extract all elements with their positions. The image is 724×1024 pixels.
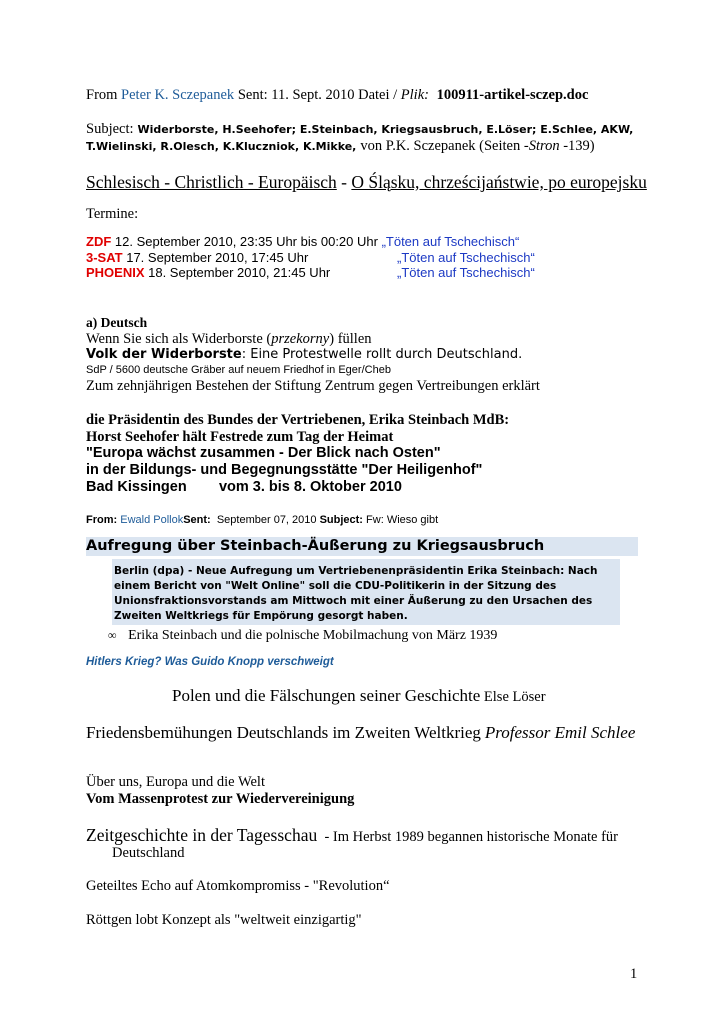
schedule-time: 17. September 2010, 17:45 Uhr [122, 250, 309, 265]
schedule-row-3sat [86, 250, 308, 265]
bullet-text: Erika Steinbach und die polnische Mobilmachung von März 1939 [128, 628, 498, 643]
ueber-line-1: Über uns, Europa und die Welt [86, 774, 265, 790]
frieden-line [86, 723, 635, 743]
sent-date: Sent: 11. Sept. 2010 Datei / [237, 87, 398, 103]
email-subject-value: Fw: Wieso gibt [362, 514, 439, 526]
bullet-line [108, 628, 497, 644]
polen-line [172, 686, 546, 706]
zeit-title: Zeitgeschichte in der Tagesschau [86, 825, 318, 845]
polen-author: Else Löser [480, 689, 546, 705]
program-title-link[interactable]: „Töten auf Tschechisch“ [397, 265, 535, 280]
title-german: Schlesisch - Christlich - Europäisch [86, 172, 337, 192]
frieden-title: Friedensbemühungen Deutschlands im Zweiten Weltkrieg [86, 723, 481, 742]
header-line [86, 87, 588, 104]
article-line-4: Zweiten Weltkriegs für Empörung gesorgt haben. [114, 610, 408, 622]
email-from-label: From: [86, 514, 118, 526]
plik-label: Plik: [400, 87, 429, 103]
author-name: Peter K. Sczepanek [121, 87, 235, 103]
subject-by: von P.K. Sczepanek (Seiten - [360, 138, 529, 154]
volk-headline [86, 347, 522, 362]
email-sent-value: September 07, 2010 [210, 514, 320, 526]
sdp-line: SdP / 5600 deutsche Gräber auf neuem Friedhof in Eger/Cheb [86, 364, 391, 376]
bdv-line-4: in der Bildungs- und Begegnungsstätte "Der Heiligenhof" [86, 462, 483, 478]
bdv-line-3: "Europa wächst zusammen - Der Blick nach Osten" [86, 445, 441, 461]
volk-rest: : Eine Protestwelle rollt durch Deutschland. [241, 347, 523, 362]
channel-zdf: ZDF [86, 234, 112, 249]
schedule-time: 18. September 2010, 21:45 Uhr [144, 265, 331, 280]
program-title-link[interactable]: „Töten auf Tschechisch“ [397, 250, 535, 265]
email-subject-label: Subject: [319, 514, 363, 526]
file-name: 100911-artikel-sczep.doc [436, 87, 589, 103]
zeit-rest: - Im Herbst 1989 begannen historische Monate für [317, 829, 619, 845]
email-sent-label: Sent: [183, 514, 211, 526]
zeit-line-2: Deutschland [112, 845, 185, 861]
zehn-line: Zum zehnjährigen Bestehen der Stiftung Zentrum gegen Vertreibungen erklärt [86, 378, 540, 394]
article-line-2: einem Bericht von "Welt Online" soll die CDU-Politikerin in der Sitzung des [114, 580, 557, 592]
page-title [86, 172, 647, 193]
subject-line-2 [86, 137, 595, 155]
ueber-line-2: Vom Massenprotest zur Wiedervereinigung [86, 791, 355, 807]
zeit-line-1 [86, 825, 618, 846]
subject-stron: Stron [528, 138, 560, 154]
polen-title: Polen und die Fälschungen seiner Geschichte [172, 686, 481, 705]
widerborste-text-end: ) füllen [329, 331, 372, 347]
bdv-line-1: die Präsidentin des Bundes der Vertriebenen, Erika Steinbach MdB: [86, 412, 510, 428]
widerborste-text: Wenn Sie sich als Widerborste ( [86, 331, 272, 347]
termine-label: Termine: [86, 206, 139, 222]
title-separator: - [336, 172, 352, 192]
schedule-time: 12. September 2010, 23:35 Uhr bis 00:20 Uhr [111, 234, 382, 249]
widerborste-polish: przekorny [271, 331, 330, 347]
title-polish: O Śląsku, chrześcijaństwie, po europejsku [351, 172, 647, 192]
article-line-1: Berlin (dpa) - Neue Aufregung um Vertriebenenpräsidentin Erika Steinbach: Nach [114, 565, 598, 577]
schedule-row-phoenix [86, 265, 330, 280]
from-label: From [86, 87, 118, 103]
article-line-3: Unionsfraktionsvorstands am Mittwoch mit einer Äußerung zu den Ursachen des [114, 595, 593, 607]
knopp-link[interactable]: Hitlers Krieg? Was Guido Knopp verschweigt [86, 656, 334, 668]
subject-label: Subject: [86, 121, 134, 137]
section-heading: a) Deutsch [86, 315, 148, 330]
channel-3sat: 3-SAT [86, 250, 123, 265]
bdv-line-5: Bad Kissingen vom 3. bis 8. Oktober 2010 [86, 479, 402, 495]
channel-phoenix: PHOENIX [86, 265, 145, 280]
subject-topics-1: Widerborste, H.Seehofer; E.Steinbach, Kriegsausbruch, E.Löser; E.Schlee, AKW, [137, 123, 634, 136]
subject-topics-2: T.Wielinski, R.Olesch, K.Kluczniok, K.Mikke, [86, 140, 357, 153]
program-title-link[interactable]: „Töten auf Tschechisch“ [381, 234, 520, 249]
schedule-row-zdf [86, 234, 519, 249]
volk-bold: Volk der Widerborste [86, 347, 242, 362]
subject-line-1 [86, 120, 633, 138]
page-number: 1 [630, 966, 638, 982]
frieden-author: Professor Emil Schlee [484, 723, 636, 742]
widerborste-line [86, 331, 372, 348]
roettgen-line: Röttgen lobt Konzept als "weltweit einzigartig" [86, 912, 362, 928]
bdv-line-2: Horst Seehofer hält Festrede zum Tag der Heimat [86, 429, 394, 445]
email-from-name: Ewald Pollok [120, 514, 184, 526]
infinity-bullet-icon: ∞ [108, 628, 117, 642]
echo-line: Geteiltes Echo auf Atomkompromiss - "Revolution“ [86, 878, 390, 894]
article-headline: Aufregung über Steinbach-Äußerung zu Kriegsausbruch [86, 538, 545, 554]
email-header [86, 514, 438, 526]
subject-pages: -139) [559, 138, 595, 154]
